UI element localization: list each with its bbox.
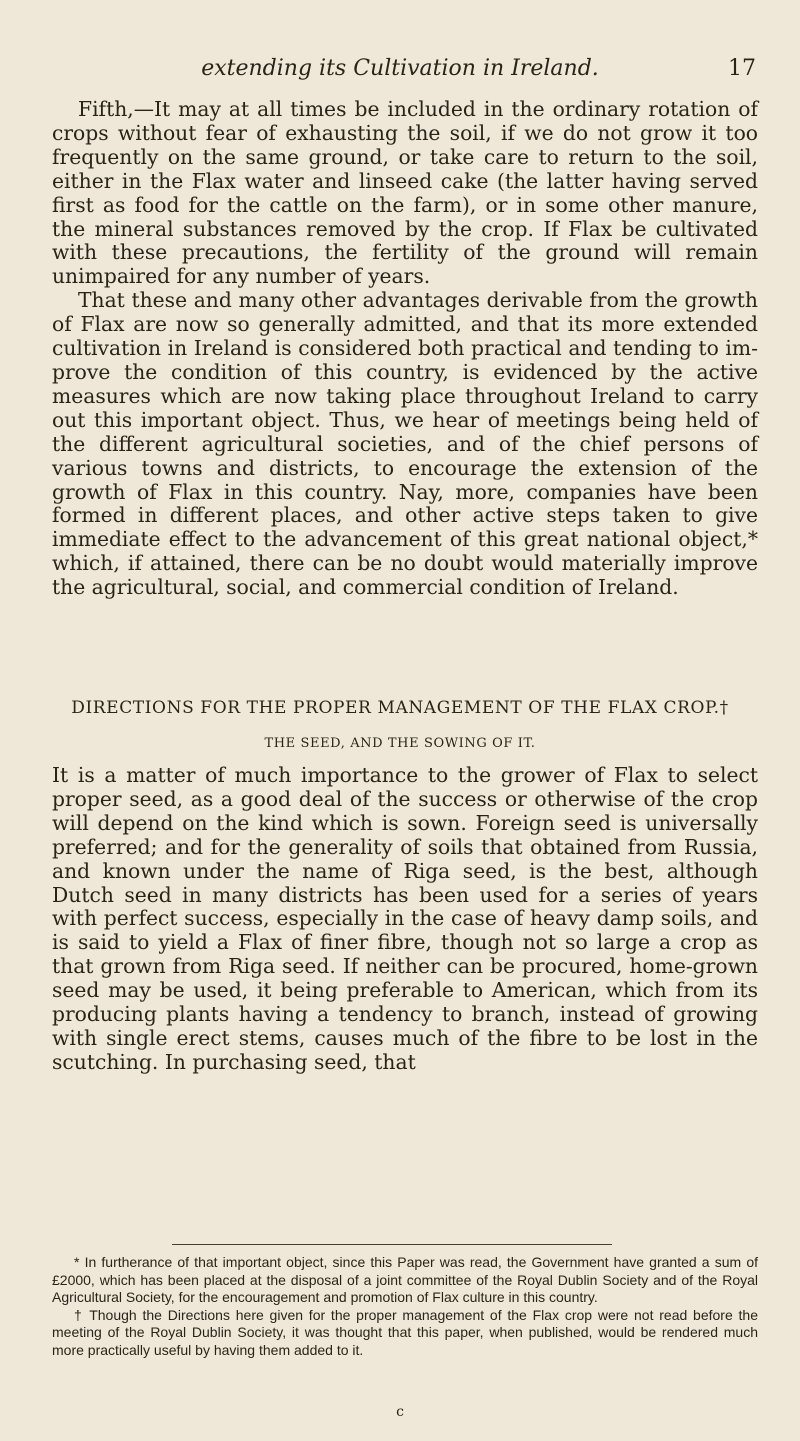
section-body: [52, 764, 758, 1075]
footnote: † Though the Directions here given for the proper management of the Flax crop were not read before the meeting of the Royal Dublin Society, it was thought that this paper, when published, would be rendered much more practically useful by having them added to it.: [52, 1306, 758, 1358]
running-title: extending its Cultivation in Ireland.: [201, 56, 599, 81]
paragraph: That these and many other advantages derivable from the growth of Flax are now so generally admitted, and that its more extended cultivation in Ireland is considered both practical and tending to improve the condition of this country, is evidenced by the active measures which are now taking place throughout Ireland to carry out this important object. Thus, we hear of meetings being held of the different agricultural societies, and of the chief persons of various towns and districts, to encourage the extension of the growth of Flax in this country. Nay, more, companies have been formed in different places, and other active steps taken to give immediate effect to the advancement of this great national object,* which, if attained, there can be no doubt would materially improve the agricultural, social, and commercial condition of Ireland.: [52, 288, 758, 600]
signature-mark: c: [396, 1404, 404, 1420]
section-subheading: THE SEED, AND THE SOWING OF IT.: [264, 736, 536, 751]
footnote: * In furtherance of that important object, since this Paper was read, the Government have granted a sum of £2000, which has been placed at the disposal of a joint committee of the Royal Dublin Society and of the Royal Agricultural Society, for the encouragement and promotion of Flax culture in this country.: [52, 1254, 758, 1305]
footnotes: [52, 1254, 758, 1359]
page-number: 17: [728, 56, 756, 81]
paragraph: Fifth,—It may at all times be included in the ordinary rotation of crops without fear of exhausting the soil, if we do not grow it too frequently on the same ground, or take care to return to the soil, either in the Flax water and linseed cake (the latter having served first as food for the cattle on the farm), or in some other manure, the mineral substances removed by the crop. If Flax be cultivated with these precautions, the fertility of the ground will remain unimpaired for any number of years.: [52, 97, 758, 289]
running-head: [0, 56, 800, 86]
footnote-rule: [172, 1244, 612, 1245]
paragraph: It is a matter of much importance to the grower of Flax to select proper seed, as a good deal of the success or otherwise of the crop will depend on the kind which is sown. Foreign seed is universally preferred; and for the generality of soils that obtained from Russia, and known under the name of Riga seed, is the best, although Dutch seed in many districts has been used for a series of years with perfect success, especially in the case of heavy damp soils, and is said to yield a Flax of finer fibre, though not so large a crop as that grown from Riga seed. If neither can be procured, home-grown seed may be used, it being preferable to American, which from its producing plants having a tendency to branch, instead of growing with single erect stems, causes much of the fibre to be lost in the scutching. In purchasing seed, that: [52, 763, 758, 1074]
section-heading: DIRECTIONS FOR THE PROPER MANAGEMENT OF THE FLAX CROP.†: [71, 698, 729, 718]
body-text: [52, 98, 758, 600]
